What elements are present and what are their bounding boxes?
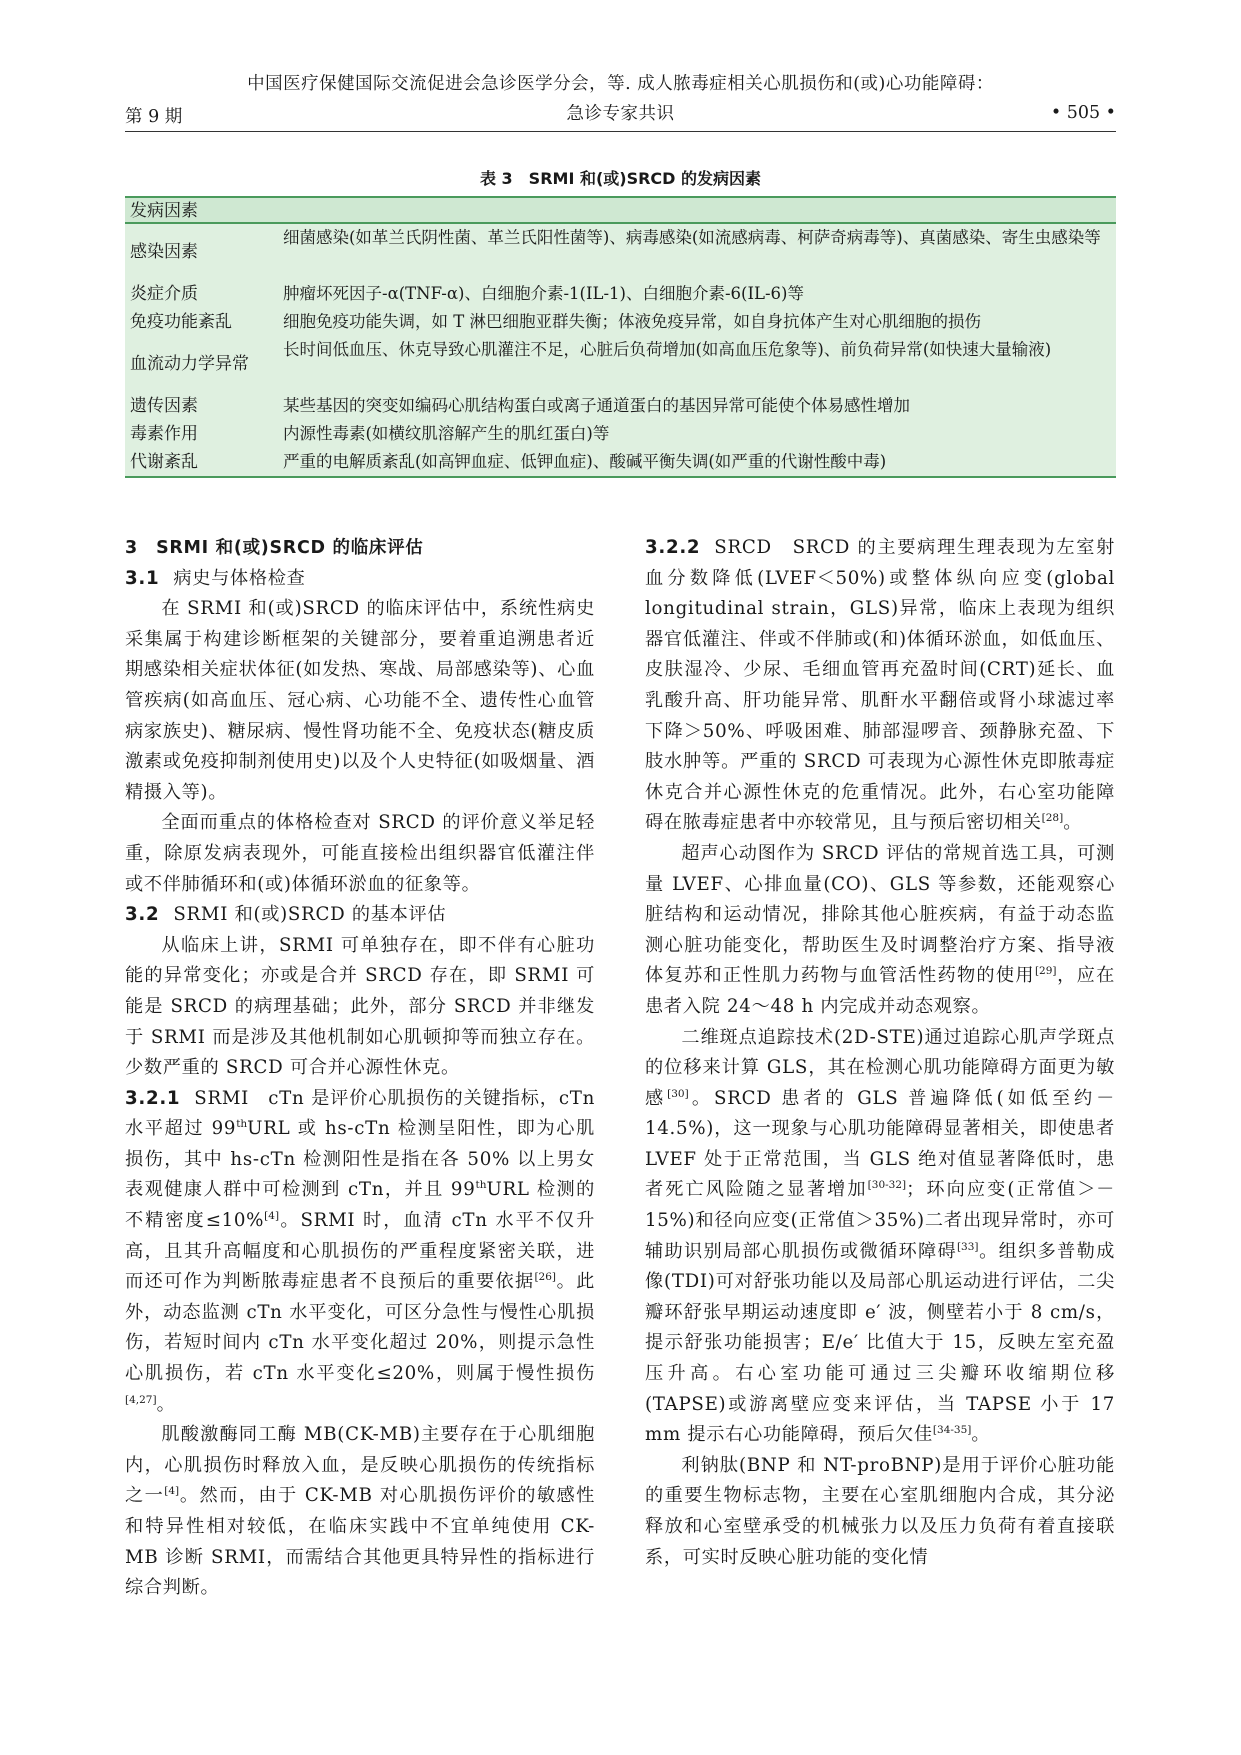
table-row [125,280,1116,308]
table-cell-factor: 炎症介质 [130,284,198,304]
section-number: 3.2 [125,904,160,926]
section-number: 3.2.1 [125,1087,181,1109]
text-run: 。此外，动态监测 cTn 水平变化，可区分急性与慢性心肌损伤，若短时间内 cTn 水平变化超过 20%，则提示急性心肌损伤，若 cTn 水平变化≤20%，则属于慢性损伤 [125,1271,595,1385]
paragraph: 全面而重点的体格检查对 SRCD 的评价意义举足轻重，除原发病表现外，可能直接检出组织器官低灌注伴或不伴肺循环和(或)体循环淤血的征象等。 [125,812,595,895]
section-number: 3.2.2 [645,537,701,558]
text-run: 。 [156,1393,176,1415]
citation: [30] [667,1087,689,1100]
table-row [125,448,1116,476]
factor-table [125,196,1116,478]
section-number: 3.1 [125,567,160,589]
table-cell-detail: 细菌感染(如革兰氏阴性菌、革兰氏阳性菌等)、病毒感染(如流感病毒、柯萨奇病毒等)、真菌感染、寄生虫感染等 [283,228,1101,247]
citation: [28] [1041,812,1064,825]
table-cell-factor: 血流动力学异常 [130,354,249,374]
paragraph [645,1023,1115,1451]
table-row [125,420,1116,448]
text-run: 二维斑点追踪技术(2D-STE)通过追踪心肌声学斑点的位移来计算 GLS，其在检测心肌功能障碍方面更为敏感 [645,1026,1115,1109]
text-run: 。 [1063,812,1083,834]
table-cell-factor: 感染因素 [130,242,198,262]
running-header-line2: 急诊专家共识 [566,104,675,124]
table-cell-factor: 遗传因素 [130,396,198,416]
citation: [30-32] [867,1179,907,1192]
citation: [4] [164,1485,180,1498]
section-3-1-heading [125,564,595,595]
right-column [645,533,1115,1573]
table-title: 表 3 SRMI 和(或)SRCD 的发病因素 [479,169,762,188]
text-run: SRCD SRCD 的主要病理生理表现为左室射血分数降低(LVEF＜50%)或整体纵向应变(global longitudinal strain，GLS)异常，临床上表现为组织器官低灌注、伴或不伴肺或(和)体循环淤血，如低血压、皮肤湿冷、少尿、毛细血管再充盈时间(CRT)延长、血乳酸升高、肝功能异常、肌酐水平翻倍或肾小球滤过率下降＞50%、呼吸困难、肺部湿啰音、颈静脉充盈、下肢水肿等。严重的 SRCD 可表现为心源性休克即脓毒症休克合并心源性休克的危重情况。此外，右心室功能障碍在脓毒症患者中亦较常见，且与预后密切相关 [645,537,1115,834]
section-title: 病史与体格检查 [173,567,306,589]
text-run: 。组织多普勒成像(TDI)可对舒张功能以及局部心肌运动进行评估，二尖瓣环舒张早期运动速度即 e′ 波，侧壁若小于 8 cm/s，提示舒张功能损害；E/e′ 比值大于 15，反映左室充盈压升高。右心室功能可通过三尖瓣环收缩期位移(TAPSE)或游离壁应变来评估，当 TAPSE 小于 17 mm 提示右心功能障碍，预后欠佳 [645,1240,1115,1446]
paragraph [125,1420,595,1604]
section-3-2-heading [125,900,595,931]
running-header-line1: 中国医疗保健国际交流促进会急诊医学分会，等. 成人脓毒症相关心肌损伤和(或)心功能障碍： [247,74,994,94]
paragraph-3-2-2 [645,533,1115,839]
table-cell-factor: 免疫功能紊乱 [130,312,232,332]
table-row [125,224,1116,280]
text-run: SRMI cTn 是评价心肌损伤的关键指标，cTn 水平超过 99 [125,1087,595,1140]
table-row [125,308,1116,336]
paragraph: 从临床上讲，SRMI 可单独存在，即不伴有心脏功能的异常变化；亦或是合并 SRCD 存在，即 SRMI 可能是 SRCD 的病理基础；此外，部分 SRCD 并非继发于 SRMI 而是涉及其他机制如心肌顿抑等而独立存在。少数严重的 SRCD 可合并心源性休克。 [125,934,595,1079]
citation: [26] [534,1271,556,1284]
text-run: URL 或 hs-cTn 检测呈阳性，即为心肌损伤，其中 hs-cTn 检测阳性是指在各 50% 以上男女表观健康人群中可检测到 cTn，并且 99 [125,1118,595,1201]
citation: [29] [1034,965,1057,978]
paragraph-3-2-1 [125,1084,595,1421]
paragraph: 利钠肽(BNP 和 NT-proBNP)是用于评价心脏功能的重要生物标志物，主要在心室肌细胞内合成，其分泌释放和心室壁承受的机械张力以及压力负荷有着直接联系，可实时反映心脏功能的变化情 [645,1454,1115,1568]
table-cell-detail: 内源性毒素(如横纹肌溶解产生的肌红蛋白)等 [283,424,610,443]
paragraph [645,839,1115,1023]
citation: [34-35] [932,1424,972,1437]
table-cell-detail: 肿瘤坏死因子-α(TNF-α)、白细胞介素-1(IL-1)、白细胞介素-6(IL-6)等 [283,284,804,303]
citation: [4] [264,1210,280,1222]
table-header: 发病因素 [125,196,1116,224]
superscript: th [236,1118,248,1131]
superscript: th [475,1179,487,1192]
left-column [125,533,595,1604]
table-cell-detail: 长时间低血压、休克导致心肌灌注不足，心脏后负荷增加(如高血压危象等)、前负荷异常(如快速大量输液) [283,340,1052,359]
section-3-heading: 3 SRMI 和(或)SRCD 的临床评估 [125,538,424,558]
paragraph: 在 SRMI 和(或)SRCD 的临床评估中，系统性病史采集属于构建诊断框架的关键部分，要着重追溯患者近期感染相关症状体征(如发热、寒战、局部感染等)、心血管疾病(如高血压、冠心病、心功能不全、遗传性心血管病家族史)、糖尿病、慢性肾功能不全、免疫状态(糖皮质激素或免疫抑制剂使用史)以及个人史特征(如吸烟量、酒精摄入等)。 [125,598,595,803]
citation: [33] [956,1240,979,1253]
table-cell-detail: 细胞免疫功能失调，如 T 淋巴细胞亚群失衡；体液免疫异常，如自身抗体产生对心肌细胞的损伤 [283,312,981,331]
text-run: 超声心动图作为 SRCD 评估的常规首选工具，可测量 LVEF、心排血量(CO)、GLS 等参数，还能观察心脏结构和运动情况，排除其他心脏疾病，有益于动态监测心脏功能变化，帮助医生及时调整治疗方案、指导液体复苏和正性肌力药物与血管活性药物的使用 [645,842,1115,987]
table-cell-detail: 某些基因的突变如编码心肌结构蛋白或离子通道蛋白的基因异常可能使个体易感性增加 [283,396,910,415]
table-row [125,392,1116,420]
text-run: 。 [971,1424,991,1446]
text-run: ；环向应变(正常值＞－15%)和径向应变(正常值＞35%)二者出现异常时，亦可辅助识别局部心肌损伤或微循环障碍 [645,1179,1116,1262]
page-number: • 505 • [1050,103,1116,123]
text-run: URL 检测的不精密度≤10% [125,1179,596,1232]
table-cell-detail: 严重的电解质紊乱(如高钾血症、低钾血症)、酸碱平衡失调(如严重的代谢性酸中毒) [283,452,887,471]
issue-number: 第 9 期 [125,107,183,127]
section-title: SRMI 和(或)SRCD 的基本评估 [173,904,447,926]
text-run: ，应在患者入院 24～48 h 内完成并动态观察。 [645,965,1115,1017]
table-row [125,336,1116,392]
text-run: 肌酸激酶同工酶 MB(CK-MB)主要存在于心肌细胞内，心肌损伤时释放入血，是反映心肌损伤的传统指标之一 [125,1424,595,1507]
text-run: 。SRMI 时，血清 cTn 水平不仅升高，且其升高幅度和心肌损伤的严重程度紧密关联，进而还可作为判断脓毒症患者不良预后的重要依据 [125,1210,595,1293]
text-run: 。然而，由于 CK-MB 对心肌损伤评价的敏感性和特异性相对较低，在临床实践中不宜单纯使用 CK-MB 诊断 SRMI，而需结合其他更具特异性的指标进行综合判断。 [125,1485,595,1599]
header-rule [125,131,1116,132]
table-cell-factor: 毒素作用 [130,424,198,444]
citation: [4,27] [125,1393,157,1406]
text-run: 。SRCD 患者的 GLS 普遍降低(如低至约－14.5%)，这一现象与心肌功能障碍显著相关，即使患者 LVEF 处于正常范围，当 GLS 绝对值显著降低时，患者死亡风险随之显著增加 [645,1087,1115,1201]
table-cell-factor: 代谢紊乱 [130,452,198,472]
